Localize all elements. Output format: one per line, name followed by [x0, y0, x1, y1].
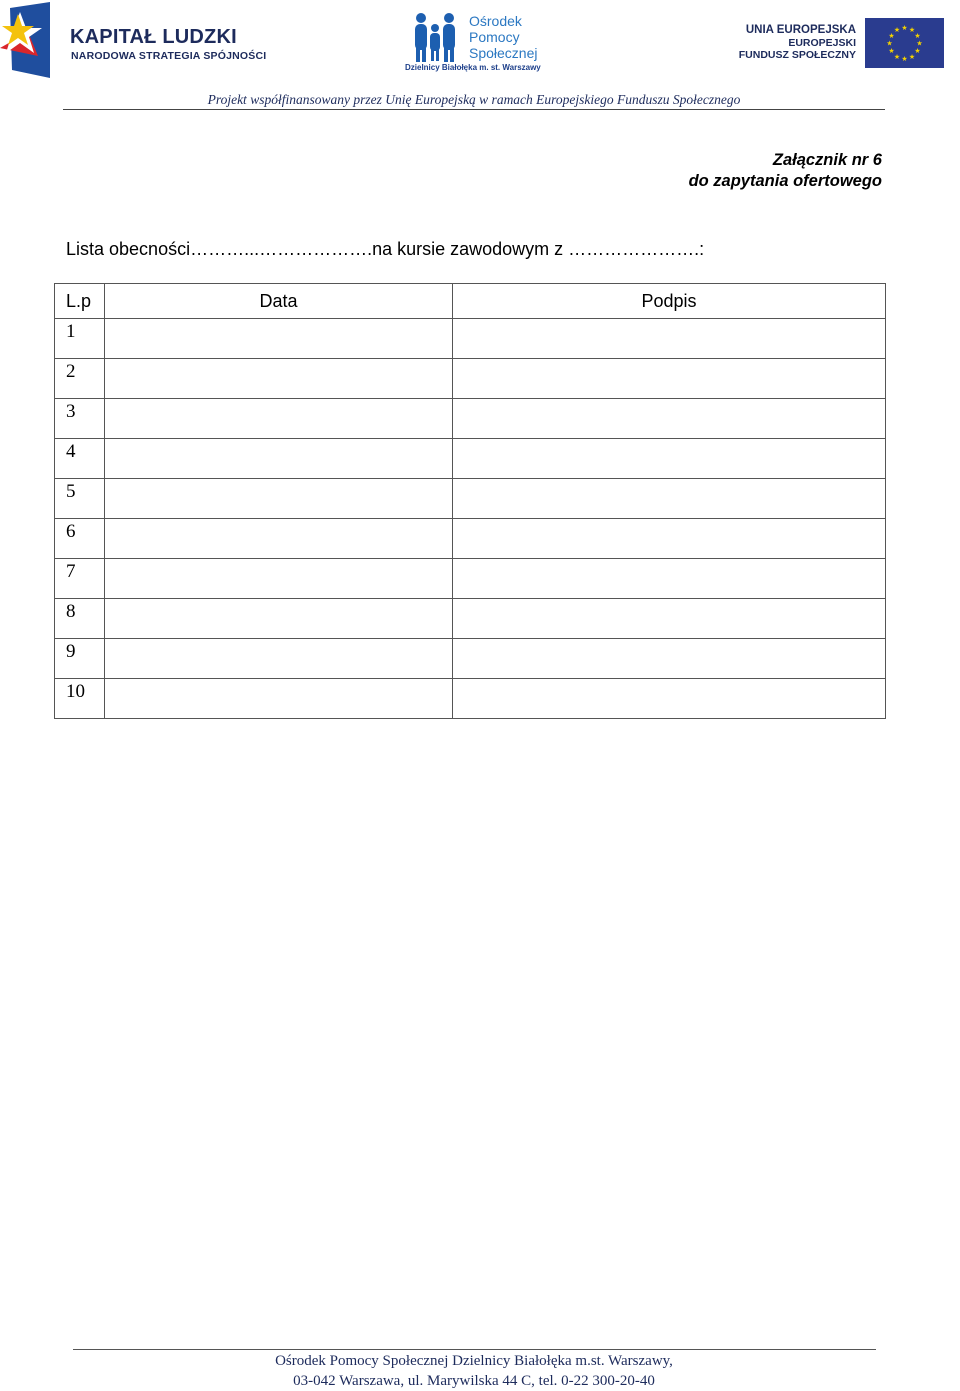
svg-text:★: ★ — [901, 24, 908, 32]
row-number: 4 — [55, 439, 105, 479]
svg-text:★: ★ — [886, 39, 893, 48]
table-row — [55, 359, 886, 399]
row-number: 2 — [55, 359, 105, 399]
signature-cell[interactable] — [453, 519, 886, 559]
date-cell[interactable] — [105, 519, 453, 559]
date-cell[interactable] — [105, 559, 453, 599]
svg-text:★: ★ — [888, 32, 895, 40]
annex-label — [689, 150, 882, 192]
row-number: 10 — [55, 679, 105, 719]
column-header-lp: L.p — [55, 284, 105, 319]
row-number: 7 — [55, 559, 105, 599]
row-number: 1 — [55, 319, 105, 359]
kapital-ludzki-title: KAPITAŁ LUDZKI — [70, 26, 237, 48]
table-row — [55, 599, 886, 639]
signature-cell[interactable] — [453, 359, 886, 399]
table-row — [55, 319, 886, 359]
signature-cell[interactable] — [453, 599, 886, 639]
attendance-table — [54, 283, 886, 719]
signature-cell[interactable] — [453, 399, 886, 439]
table-row — [55, 519, 886, 559]
signature-cell[interactable] — [453, 319, 886, 359]
table-row — [55, 439, 886, 479]
ops-logo-subtitle: Dzielnicy Białołęka m. st. Warszawy — [405, 63, 541, 72]
svg-text:★: ★ — [916, 39, 923, 48]
footer-line-2: 03-042 Warszawa, ul. Marywilska 44 C, tel. 0-22 300-20-40 — [293, 1373, 655, 1389]
table-row — [55, 479, 886, 519]
row-number: 5 — [55, 479, 105, 519]
svg-text:★: ★ — [914, 32, 921, 40]
svg-text:★: ★ — [908, 53, 916, 61]
date-cell[interactable] — [105, 399, 453, 439]
svg-text:★: ★ — [893, 26, 901, 34]
date-cell[interactable] — [105, 639, 453, 679]
footer-address — [0, 1351, 948, 1391]
row-number: 3 — [55, 399, 105, 439]
date-cell[interactable] — [105, 599, 453, 639]
table-row — [55, 559, 886, 599]
row-number: 9 — [55, 639, 105, 679]
eu-flag-icon — [865, 18, 944, 68]
header-divider — [63, 109, 885, 110]
signature-cell[interactable] — [453, 639, 886, 679]
attendance-list-title: Lista obecności………...……………….na kursie zawodowym z ………………….: — [66, 239, 705, 259]
date-cell[interactable] — [105, 439, 453, 479]
date-cell[interactable] — [105, 679, 453, 719]
signature-cell[interactable] — [453, 479, 886, 519]
table-header-row — [55, 284, 886, 319]
annex-reference: do zapytania ofertowego — [688, 172, 882, 190]
eu-logo-text: UNIA EUROPEJSKA EUROPEJSKI FUNDUSZ SPOŁECZNY — [738, 24, 856, 61]
cofinancing-note: Projekt współfinansowany przez Unię Europejską w ramach Europejskiego Funduszu Społecznego — [207, 92, 741, 107]
svg-text:★: ★ — [901, 55, 908, 63]
svg-text:★: ★ — [893, 53, 901, 61]
footer-divider — [73, 1349, 876, 1350]
table-row — [55, 679, 886, 719]
annex-number: Załącznik nr 6 — [772, 151, 882, 169]
signature-cell[interactable] — [453, 559, 886, 599]
svg-text:★: ★ — [888, 47, 895, 55]
column-header-date: Data — [105, 284, 453, 319]
row-number: 6 — [55, 519, 105, 559]
table-row — [55, 399, 886, 439]
signature-cell[interactable] — [453, 439, 886, 479]
table-row — [55, 639, 886, 679]
date-cell[interactable] — [105, 319, 453, 359]
ops-logo-name: Ośrodek Pomocy Społecznej — [469, 13, 538, 61]
kapital-ludzki-subtitle: NARODOWA STRATEGIA SPÓJNOŚCI — [71, 50, 267, 62]
date-cell[interactable] — [105, 479, 453, 519]
date-cell[interactable] — [105, 359, 453, 399]
row-number: 8 — [55, 599, 105, 639]
svg-text:★: ★ — [908, 26, 916, 34]
signature-cell[interactable] — [453, 679, 886, 719]
footer-line-1: Ośrodek Pomocy Społecznej Dzielnicy Białołęka m.st. Warszawy, — [275, 1353, 673, 1369]
column-header-signature: Podpis — [453, 284, 886, 319]
svg-text:★: ★ — [914, 47, 921, 55]
